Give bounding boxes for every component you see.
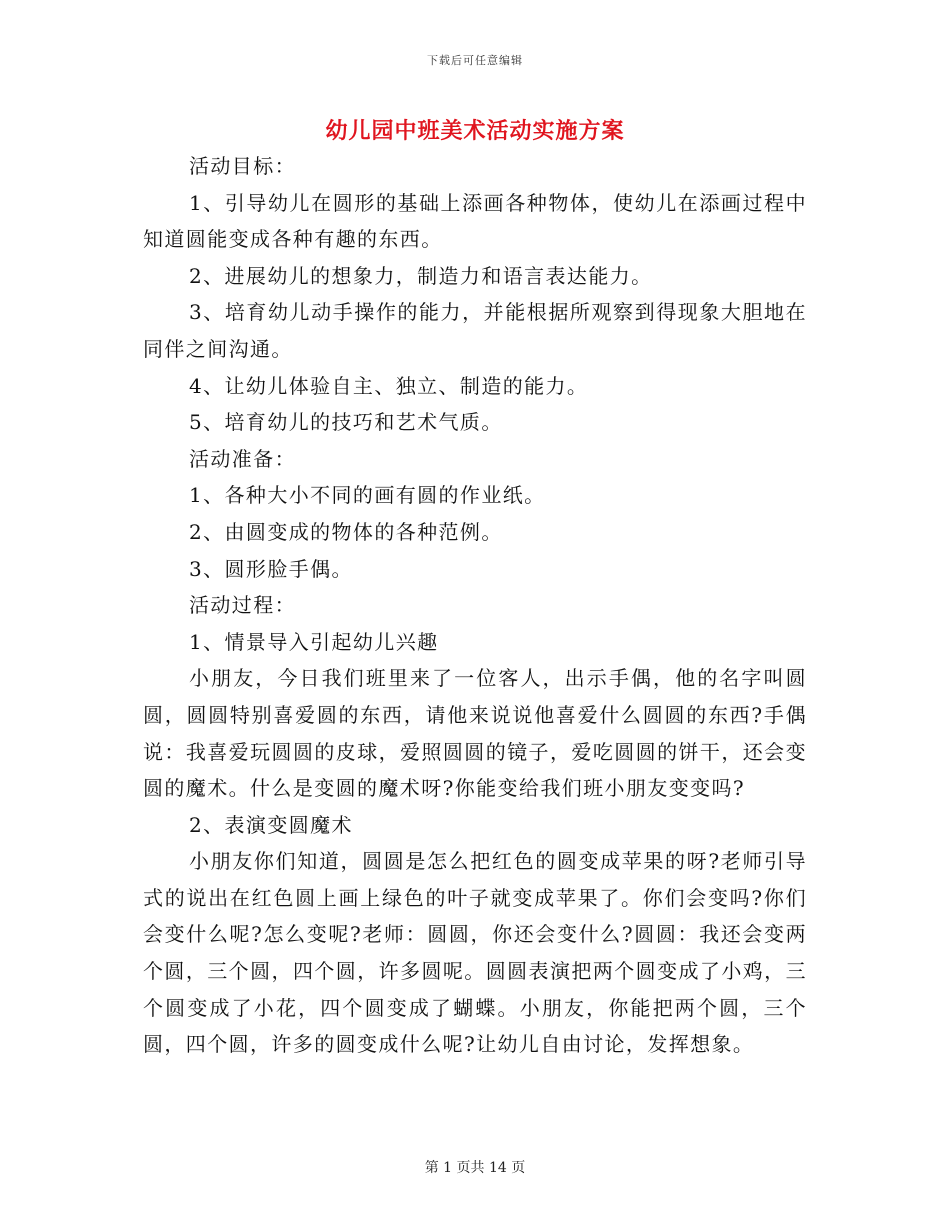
paragraph: 1、各种大小不同的画有圆的作业纸。 [189, 483, 546, 508]
header-note: 下载后可任意编辑 [427, 54, 523, 67]
paragraph: 活动准备： [189, 446, 296, 471]
document-body [143, 148, 807, 1063]
document-title: 幼儿园中班美术活动实施方案 [325, 118, 625, 144]
paragraph: 1、引导幼儿在圆形的基础上添画各种物体，使幼儿在添画过程中知道圆能变成各种有趣的东西。 [143, 190, 807, 252]
paragraph: 3、培育幼儿动手操作的能力，并能根据所观察到得现象大胆地在同伴之间沟通。 [143, 300, 807, 361]
paragraph: 2、表演变圆魔术 [189, 812, 353, 837]
page-footer: 第 1 页共 14 页 [424, 1160, 526, 1176]
paragraph: 小朋友你们知道，圆圆是怎么把红色的圆变成苹果的呀?老师引导式的说出在红色圆上画上绿色的叶子就变成苹果了。你们会变吗?你们会变什么呢?怎么变呢?老师：圆圆，你还会变什么?圆圆：我还会变两个圆，三个圆，四个圆，许多圆呢。圆圆表演把两个圆变成了小鸡，三个圆变成了小花，四个圆变成了蝴蝶。小朋友，你能把两个圆，三个圆，四个圆，许多的圆变成什么呢?让幼儿自由讨论，发挥想象。 [143, 849, 807, 1057]
paragraph: 4、让幼儿体验自主、独立、制造的能力。 [189, 373, 589, 398]
paragraph: 5、培育幼儿的技巧和艺术气质。 [189, 410, 503, 435]
paragraph: 3、圆形脸手偶。 [189, 556, 353, 581]
paragraph: 活动目标： [189, 154, 296, 178]
paragraph: 1、情景导入引起幼儿兴趣 [189, 629, 439, 654]
paragraph: 活动过程： [189, 593, 296, 618]
paragraph: 小朋友，今日我们班里来了一位客人，出示手偶，他的名字叫圆圆，圆圆特别喜爱圆的东西，请他来说说他喜爱什么圆圆的东西?手偶说：我喜爱玩圆圆的皮球，爱照圆圆的镜子，爱吃圆圆的饼干，还会变圆的魔术。什么是变圆的魔术呀?你能变给我们班小朋友变变吗? [143, 666, 807, 801]
paragraph: 2、由圆变成的物体的各种范例。 [189, 519, 503, 544]
paragraph: 2、进展幼儿的想象力，制造力和语言表达能力。 [189, 263, 653, 288]
